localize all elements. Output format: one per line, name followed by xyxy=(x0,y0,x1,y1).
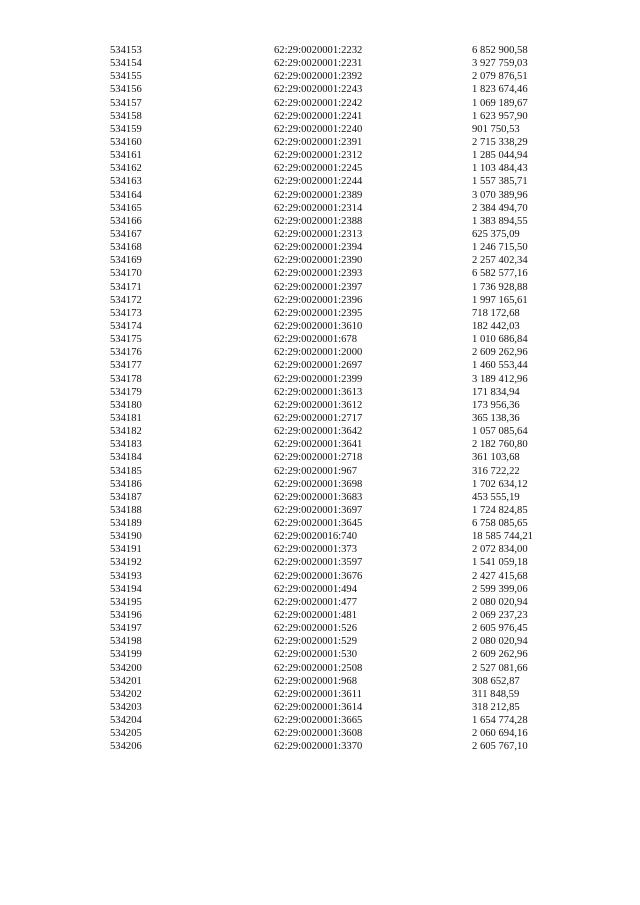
row-number: 534196 xyxy=(110,610,142,622)
row-number: 534165 xyxy=(110,202,142,214)
cadastral-number: 62:29:0020001:3597 xyxy=(274,557,363,569)
row-number: 534174 xyxy=(110,320,142,332)
row-number: 534197 xyxy=(110,623,142,635)
cadastral-number: 62:29:0020016:740 xyxy=(274,531,357,543)
row-number: 534186 xyxy=(110,478,142,490)
table-row xyxy=(0,333,640,346)
cadastral-number: 62:29:0020001:678 xyxy=(274,334,357,346)
cadastral-number: 62:29:0020001:2391 xyxy=(274,136,363,148)
cadastral-value: 2 257 402,34 xyxy=(472,255,528,267)
data-table xyxy=(0,44,640,754)
table-row xyxy=(0,543,640,556)
cadastral-value: 901 750,53 xyxy=(472,123,520,135)
cadastral-value: 1 623 957,90 xyxy=(472,110,528,122)
cadastral-value: 1 285 044,94 xyxy=(472,150,528,162)
cadastral-value: 2 605 976,45 xyxy=(472,623,528,635)
table-row xyxy=(0,162,640,175)
row-number: 534184 xyxy=(110,452,142,464)
cadastral-value: 311 848,59 xyxy=(472,688,520,700)
table-row xyxy=(0,622,640,635)
cadastral-number: 62:29:0020001:530 xyxy=(274,649,357,661)
cadastral-number: 62:29:0020001:2389 xyxy=(274,189,363,201)
cadastral-value: 365 138,36 xyxy=(472,412,520,424)
cadastral-value: 18 585 744,21 xyxy=(472,531,533,543)
cadastral-number: 62:29:0020001:2231 xyxy=(274,58,363,70)
row-number: 534178 xyxy=(110,373,142,385)
row-number: 534194 xyxy=(110,583,142,595)
table-row xyxy=(0,359,640,372)
cadastral-number: 62:29:0020001:3698 xyxy=(274,478,363,490)
cadastral-value: 3 927 759,03 xyxy=(472,58,528,70)
row-number: 534200 xyxy=(110,662,142,674)
cadastral-number: 62:29:0020001:3642 xyxy=(274,426,363,438)
cadastral-value: 2 527 081,66 xyxy=(472,662,528,674)
cadastral-number: 62:29:0020001:529 xyxy=(274,636,357,648)
cadastral-number: 62:29:0020001:3612 xyxy=(274,399,363,411)
cadastral-value: 2 609 262,96 xyxy=(472,649,528,661)
table-row xyxy=(0,504,640,517)
table-row xyxy=(0,136,640,149)
table-row xyxy=(0,254,640,267)
row-number: 534169 xyxy=(110,255,142,267)
cadastral-value: 3 070 389,96 xyxy=(472,189,528,201)
cadastral-number: 62:29:0020001:967 xyxy=(274,465,357,477)
cadastral-number: 62:29:0020001:3676 xyxy=(274,570,363,582)
table-row xyxy=(0,267,640,280)
row-number: 534183 xyxy=(110,439,142,451)
cadastral-value: 2 605 767,10 xyxy=(472,741,528,753)
cadastral-number: 62:29:0020001:3614 xyxy=(274,702,363,714)
cadastral-value: 361 103,68 xyxy=(472,452,520,464)
row-number: 534202 xyxy=(110,688,142,700)
table-row xyxy=(0,412,640,425)
table-row xyxy=(0,596,640,609)
row-number: 534203 xyxy=(110,702,142,714)
cadastral-number: 62:29:0020001:373 xyxy=(274,544,357,556)
row-number: 534160 xyxy=(110,136,142,148)
cadastral-value: 1 069 189,67 xyxy=(472,97,528,109)
row-number: 534188 xyxy=(110,504,142,516)
table-row xyxy=(0,583,640,596)
row-number: 534187 xyxy=(110,491,142,503)
table-row xyxy=(0,294,640,307)
row-number: 534164 xyxy=(110,189,142,201)
cadastral-number: 62:29:0020001:2242 xyxy=(274,97,363,109)
cadastral-value: 1 654 774,28 xyxy=(472,715,528,727)
cadastral-value: 173 956,36 xyxy=(472,399,520,411)
cadastral-number: 62:29:0020001:2388 xyxy=(274,215,363,227)
row-number: 534189 xyxy=(110,518,142,530)
cadastral-value: 182 442,03 xyxy=(472,320,520,332)
cadastral-value: 1 997 165,61 xyxy=(472,294,528,306)
table-row xyxy=(0,675,640,688)
cadastral-number: 62:29:0020001:2314 xyxy=(274,202,363,214)
cadastral-number: 62:29:0020001:2244 xyxy=(274,176,363,188)
row-number: 534180 xyxy=(110,399,142,411)
table-row xyxy=(0,491,640,504)
cadastral-number: 62:29:0020001:968 xyxy=(274,675,357,687)
cadastral-number: 62:29:0020001:3608 xyxy=(274,728,363,740)
table-row xyxy=(0,228,640,241)
cadastral-number: 62:29:0020001:3645 xyxy=(274,518,363,530)
row-number: 534206 xyxy=(110,741,142,753)
table-row xyxy=(0,57,640,70)
table-row xyxy=(0,517,640,530)
row-number: 534156 xyxy=(110,84,142,96)
table-row xyxy=(0,386,640,399)
cadastral-number: 62:29:0020001:2394 xyxy=(274,242,363,254)
cadastral-number: 62:29:0020001:481 xyxy=(274,610,357,622)
cadastral-number: 62:29:0020001:526 xyxy=(274,623,357,635)
table-row xyxy=(0,688,640,701)
cadastral-value: 2 715 338,29 xyxy=(472,136,528,148)
cadastral-number: 62:29:0020001:3613 xyxy=(274,386,363,398)
cadastral-value: 2 069 237,23 xyxy=(472,610,528,622)
cadastral-value: 171 834,94 xyxy=(472,386,520,398)
table-row xyxy=(0,320,640,333)
cadastral-value: 1 823 674,46 xyxy=(472,84,528,96)
cadastral-number: 62:29:0020001:2392 xyxy=(274,71,363,83)
table-row xyxy=(0,346,640,359)
cadastral-value: 453 555,19 xyxy=(472,491,520,503)
row-number: 534179 xyxy=(110,386,142,398)
row-number: 534159 xyxy=(110,123,142,135)
cadastral-value: 2 080 020,94 xyxy=(472,596,528,608)
cadastral-number: 62:29:0020001:477 xyxy=(274,596,357,608)
table-row xyxy=(0,714,640,727)
table-row xyxy=(0,451,640,464)
row-number: 534171 xyxy=(110,281,142,293)
cadastral-value: 2 599 399,06 xyxy=(472,583,528,595)
cadastral-number: 62:29:0020001:2718 xyxy=(274,452,363,464)
cadastral-number: 62:29:0020001:2397 xyxy=(274,281,363,293)
row-number: 534182 xyxy=(110,426,142,438)
row-number: 534155 xyxy=(110,71,142,83)
cadastral-number: 62:29:0020001:2697 xyxy=(274,360,363,372)
cadastral-number: 62:29:0020001:2245 xyxy=(274,163,363,175)
cadastral-number: 62:29:0020001:3610 xyxy=(274,320,363,332)
cadastral-number: 62:29:0020001:2232 xyxy=(274,45,363,56)
table-row xyxy=(0,97,640,110)
cadastral-value: 1 724 824,85 xyxy=(472,504,528,516)
row-number: 534154 xyxy=(110,58,142,70)
row-number: 534205 xyxy=(110,728,142,740)
row-number: 534192 xyxy=(110,557,142,569)
table-row xyxy=(0,70,640,83)
cadastral-number: 62:29:0020001:2000 xyxy=(274,347,363,359)
table-row xyxy=(0,215,640,228)
table-row xyxy=(0,175,640,188)
cadastral-number: 62:29:0020001:3611 xyxy=(274,688,362,700)
cadastral-value: 1 541 059,18 xyxy=(472,557,528,569)
cadastral-value: 2 609 262,96 xyxy=(472,347,528,359)
row-number: 534195 xyxy=(110,596,142,608)
cadastral-value: 1 460 553,44 xyxy=(472,360,528,372)
cadastral-number: 62:29:0020001:2393 xyxy=(274,268,363,280)
cadastral-number: 62:29:0020001:3641 xyxy=(274,439,363,451)
row-number: 534158 xyxy=(110,110,142,122)
cadastral-value: 2 384 494,70 xyxy=(472,202,528,214)
cadastral-number: 62:29:0020001:2717 xyxy=(274,412,363,424)
row-number: 534177 xyxy=(110,360,142,372)
table-row xyxy=(0,83,640,96)
cadastral-value: 1 736 928,88 xyxy=(472,281,528,293)
cadastral-value: 1 383 894,55 xyxy=(472,215,528,227)
cadastral-number: 62:29:0020001:3370 xyxy=(274,741,363,753)
table-row xyxy=(0,123,640,136)
table-row xyxy=(0,530,640,543)
table-row xyxy=(0,648,640,661)
cadastral-value: 2 080 020,94 xyxy=(472,636,528,648)
table-row xyxy=(0,307,640,320)
row-number: 534168 xyxy=(110,242,142,254)
table-row xyxy=(0,373,640,386)
table-row xyxy=(0,740,640,753)
cadastral-value: 3 189 412,96 xyxy=(472,373,528,385)
row-number: 534175 xyxy=(110,334,142,346)
cadastral-value: 2 427 415,68 xyxy=(472,570,528,582)
row-number: 534162 xyxy=(110,163,142,175)
cadastral-value: 318 212,85 xyxy=(472,702,520,714)
row-number: 534163 xyxy=(110,176,142,188)
row-number: 534176 xyxy=(110,347,142,359)
cadastral-number: 62:29:0020001:2241 xyxy=(274,110,363,122)
cadastral-number: 62:29:0020001:2312 xyxy=(274,150,363,162)
table-row xyxy=(0,570,640,583)
row-number: 534181 xyxy=(110,412,142,424)
row-number: 534191 xyxy=(110,544,142,556)
cadastral-value: 6 852 900,58 xyxy=(472,45,528,56)
cadastral-number: 62:29:0020001:3665 xyxy=(274,715,363,727)
cadastral-value: 316 722,22 xyxy=(472,465,520,477)
cadastral-number: 62:29:0020001:2395 xyxy=(274,307,363,319)
cadastral-number: 62:29:0020001:2390 xyxy=(274,255,363,267)
row-number: 534185 xyxy=(110,465,142,477)
cadastral-number: 62:29:0020001:2243 xyxy=(274,84,363,96)
cadastral-number: 62:29:0020001:2508 xyxy=(274,662,363,674)
table-row xyxy=(0,662,640,675)
row-number: 534170 xyxy=(110,268,142,280)
row-number: 534172 xyxy=(110,294,142,306)
table-row xyxy=(0,465,640,478)
row-number: 534201 xyxy=(110,675,142,687)
cadastral-value: 2 079 876,51 xyxy=(472,71,528,83)
cadastral-value: 1 246 715,50 xyxy=(472,242,528,254)
row-number: 534198 xyxy=(110,636,142,648)
cadastral-number: 62:29:0020001:2396 xyxy=(274,294,363,306)
cadastral-value: 308 652,87 xyxy=(472,675,520,687)
table-row xyxy=(0,189,640,202)
cadastral-number: 62:29:0020001:494 xyxy=(274,583,357,595)
table-row xyxy=(0,556,640,569)
cadastral-number: 62:29:0020001:3683 xyxy=(274,491,363,503)
cadastral-value: 1 057 085,64 xyxy=(472,426,528,438)
table-row xyxy=(0,727,640,740)
cadastral-value: 1 702 634,12 xyxy=(472,478,528,490)
row-number: 534167 xyxy=(110,228,142,240)
row-number: 534153 xyxy=(110,45,142,56)
cadastral-number: 62:29:0020001:2313 xyxy=(274,228,363,240)
cadastral-value: 6 758 085,65 xyxy=(472,518,528,530)
cadastral-value: 2 182 760,80 xyxy=(472,439,528,451)
row-number: 534204 xyxy=(110,715,142,727)
table-row xyxy=(0,241,640,254)
row-number: 534173 xyxy=(110,307,142,319)
cadastral-number: 62:29:0020001:2240 xyxy=(274,123,363,135)
cadastral-number: 62:29:0020001:3697 xyxy=(274,504,363,516)
cadastral-value: 1 103 484,43 xyxy=(472,163,528,175)
cadastral-value: 625 375,09 xyxy=(472,228,520,240)
table-row xyxy=(0,149,640,162)
table-row xyxy=(0,44,640,57)
cadastral-number: 62:29:0020001:2399 xyxy=(274,373,363,385)
row-number: 534190 xyxy=(110,531,142,543)
table-row xyxy=(0,701,640,714)
table-row xyxy=(0,478,640,491)
row-number: 534161 xyxy=(110,150,142,162)
table-row xyxy=(0,438,640,451)
cadastral-value: 2 072 834,00 xyxy=(472,544,528,556)
table-row xyxy=(0,399,640,412)
row-number: 534199 xyxy=(110,649,142,661)
row-number: 534157 xyxy=(110,97,142,109)
table-row xyxy=(0,425,640,438)
table-row xyxy=(0,635,640,648)
cadastral-value: 718 172,68 xyxy=(472,307,520,319)
cadastral-value: 6 582 577,16 xyxy=(472,268,528,280)
row-number: 534193 xyxy=(110,570,142,582)
table-row xyxy=(0,202,640,215)
cadastral-value: 1 557 385,71 xyxy=(472,176,528,188)
cadastral-value: 1 010 686,84 xyxy=(472,334,528,346)
table-row xyxy=(0,110,640,123)
cadastral-value: 2 060 694,16 xyxy=(472,728,528,740)
table-row xyxy=(0,281,640,294)
table-row xyxy=(0,609,640,622)
row-number: 534166 xyxy=(110,215,142,227)
